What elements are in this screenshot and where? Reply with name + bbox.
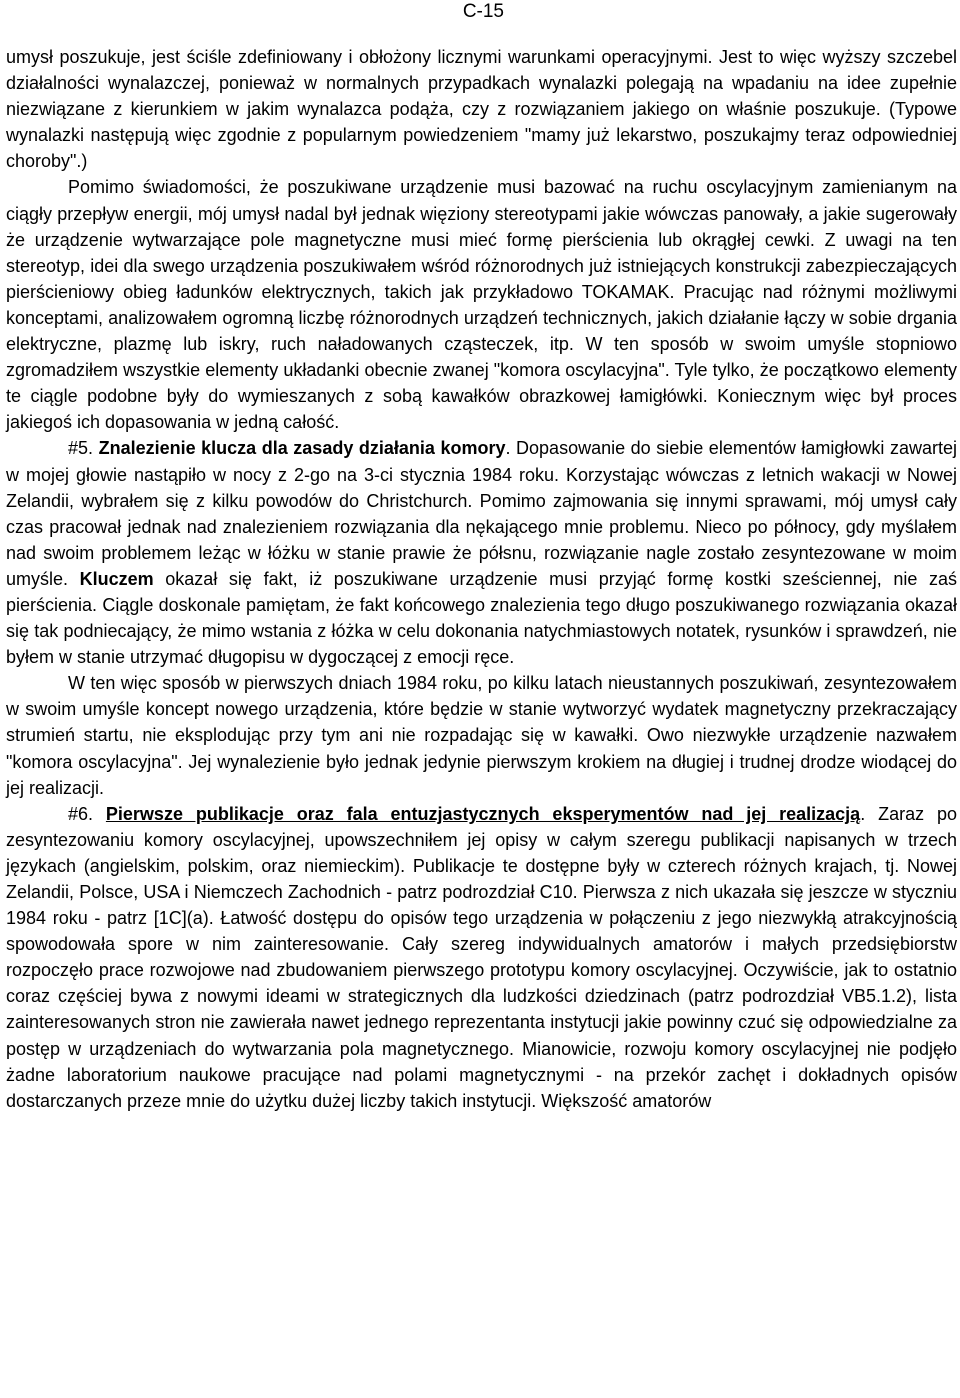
section-5-number: #5.: [68, 438, 99, 459]
section-6-heading: Pierwsze publikacje oraz fala entuzjastycznych eksperymentów nad jej realizacją: [105, 803, 861, 824]
section-5-text-end: okazał się fakt, iż poszukiwane urządzenie musi przyjąć formę kostki sześciennej, nie zaś pierścienia. Ciągle doskonale pamiętam, że fakt końcowego znalezienia tego długo poszukiwanego rozwiązania okazał się tak podniecający, że mimo wstania z łóżka w celu dokonania natychmiastowych notatek, rysunków i sprawdzeń, nie byłem w stanie utrzymać długopisu w dygoczącej z emocji ręce.: [6, 568, 957, 668]
section-6-text: . Zaraz po zesyntezowaniu komory oscylacyjnej, upowszechniłem jej opisy w całym szeregu publikacji napisanych w trzech językach (angielskim, polskim, oraz niemieckim). Publikacje te dostępne były w czterech różnych krajach, tj. Nowej Zelandii, Polsce, USA i Niemczech Zachodnich - patrz podrozdział C10. Pierwsza z nich ukazała się jeszcze w styczniu 1984 roku - patrz [1C](a). Łatwość dostępu do opisów tego urządzenia w połączeniu z jego niezwykłą atrakcyjnością spowodowała spore w nim zainteresowanie. Cały szereg indywidualnych amatorów i małych przedsiębiorstw rozpoczęło prace rozwojowe nad zbudowaniem pierwszego prototypu komory oscylacyjnej. Oczywiście, jak to ostatnio coraz częściej bywa z nowymi ideami w strategicznych dla ludzkości dziedzinach (patrz podrozdział VB5.1.2), lista zainteresowanych stron nie zawierała nawet jednego reprezentanta instytucji jakie powinny czuć się odpowiedzialne za postęp w urządzeniach do wytwarzania pola magnetycznego. Mianowicie, rozwoju komory oscylacyjnej nie podjęło żadne laboratorium naukowe pracujące nad polami magnetycznymi - na przekór zachęt i dokładnych opisów dostarczanych przeze mnie do użytku dużej liczby takich instytucji. Większość amatorów: [6, 803, 957, 1111]
section-5-key-word: Kluczem: [79, 568, 154, 589]
paragraph-stereotypes: Pomimo świadomości, że poszukiwane urządzenie musi bazować na ruchu oscylacyjnym zamienianym na ciągły przepływ energii, mój umysł nadal był jednak więziony stereotypami jakie wówczas panowały, a jakie sugerowały że urządzenie wytwarzające pole magnetyczne musi mieć formę pierścienia lub okrągłej cewki. Z uwagi na ten stereotyp, idei dla swego urządzenia poszukiwałem wśród różnorodnych już istniejących konstrukcji zabezpieczających pierścieniowy obieg ładunków elektrycznych, takich jak przykładowo TOKAMAK. Pracując nad różnymi możliwymi konceptami, analizowałem ogromną liczbę różnorodnych urządzeń technicznych, jakich działanie łączy w sobie drgania elektryczne, plazmę lub iskry, ruch naładowanych cząsteczek, itp. W ten sposób w swoim umyśle stopniowo zgromadziłem wszystkie elementy układanki obecnie zwanej "komora oscylacyjna". Tyle tylko, że początkowo elementy te ciągle podobne były do wymieszanych z sobą kawałków obrazkowej łamigłówki. Koniecznym więc był proces jakiegoś ich dopasowania w jedną całość.: [6, 177, 957, 433]
paragraph-continuation: umysł poszukuje, jest ściśle zdefiniowany i obłożony licznymi warunkami operacyjnymi. Jest to więc wyższy szczebel działalności wynalazczej, ponieważ w normalnych przypadkach wynalazki polegają na wpadaniu na idee zupełnie niezwiązane z kierunkiem w jakim wynalazca podąża, czy z rozwiązaniem jakiego on właśnie poszukuje. (Typowe wynalazki następują więc zgodnie z popularnym powiedzeniem "mamy już lekarstwo, poszukajmy teraz odpowiedniej choroby".): [6, 47, 957, 172]
section-6-number: #6.: [68, 803, 106, 824]
paragraph-synthesis: W ten więc sposób w pierwszych dniach 1984 roku, po kilku latach nieustannych poszukiwań, zesyntezowałem w swoim umyśle koncept nowego urządzenia, które będzie w stanie wytworzyć wydatek magnetyczny przekraczający strumień startu, nie eksplodując przy tym ani nie rozpadając się w kawałki. Owo niezwykłe urządzenie nazwałem "komora oscylacyjna". Jej wynalezienie było jednak jedynie pierwszym krokiem na długiej i trudnej drodze wiodącej do jej realizacji.: [6, 673, 957, 798]
section-5-heading: Znalezienie klucza dla zasady działania komory: [98, 438, 506, 459]
paragraph-section-6: [6, 801, 957, 1114]
document-body: [6, 44, 957, 1114]
paragraph-section-5: [6, 435, 957, 670]
page-number: C-15: [462, 1, 504, 22]
section-5-text-start: . Dopasowanie do siebie elementów łamigłowki zawartej w mojej głowie nastąpiło w nocy z 2-go na 3-ci stycznia 1984 roku. Korzystając wówczas z letnich wakacji w Nowej Zelandii, wybrałem się z kilku powodów do Christchurch. Pomimo zajmowania się innymi sprawami, mój umysł cały czas pracował jednak nad znalezieniem rozwiązania dla nękającego mnie problemu. Nieco po północy, gdy myślałem nad swoim problemem leżąc w łóżku w stanie prawie że półsnu, rozwiązanie nagle zostało zesyntezowane w moim umyśle.: [6, 438, 957, 589]
